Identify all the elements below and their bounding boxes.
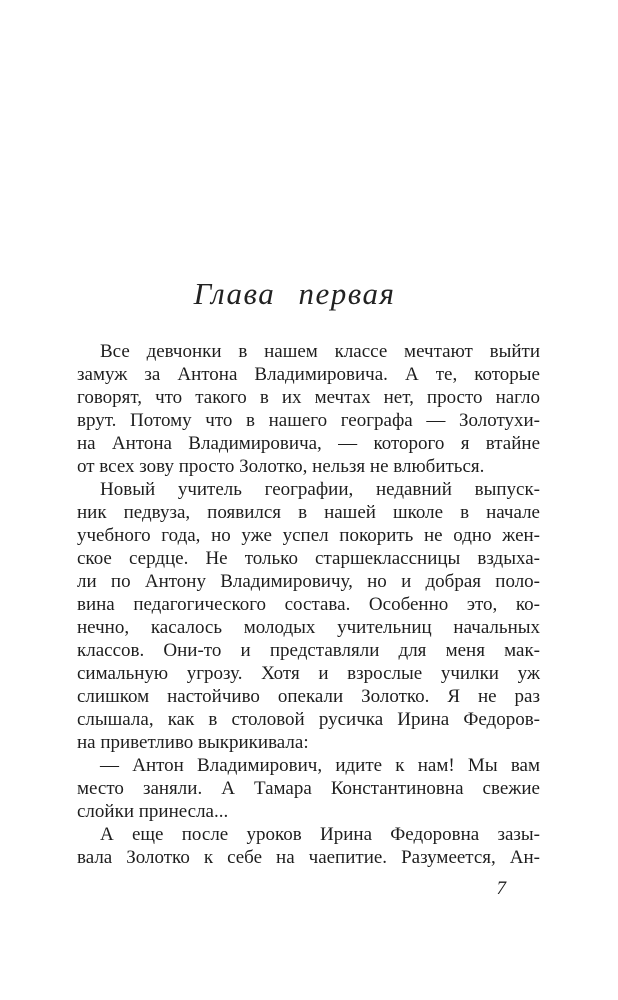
page-number: 7: [496, 878, 506, 899]
text-line: слышала, как в столовой русичка Ирина Федоров-: [77, 709, 540, 730]
text-line: ник педвуза, появился в нашей школе в начале: [77, 502, 540, 523]
text-line: А еще после уроков Ирина Федоровна зазы-: [100, 824, 540, 845]
text-line: симальную угрозу. Хотя и взрослые училки уж: [77, 663, 540, 684]
text-line: замуж за Антона Владимировича. А те, которые: [77, 364, 540, 385]
text-line: нечно, касалось молодых учительниц начальных: [77, 617, 540, 638]
body-text: [77, 340, 540, 869]
text-line: Новый учитель географии, недавний выпуск-: [100, 479, 540, 500]
text-line: врут. Потому что в нашего географа — Золотухи-: [77, 410, 540, 431]
text-line: говорят, что такого в их мечтах нет, просто нагло: [77, 387, 540, 408]
text-line: вала Золотко к себе на чаепитие. Разумеется, Ан-: [77, 847, 540, 868]
text-line: от всех зову просто Золотко, нельзя не влюбиться.: [77, 456, 485, 477]
text-line: классов. Они-то и представляли для меня мак-: [77, 640, 540, 661]
text-line: слойки принесла...: [77, 801, 229, 822]
paragraph: [77, 478, 540, 754]
text-line: ское сердце. Не только старшеклассницы вздыха-: [77, 548, 540, 569]
text-line: слишком настойчиво опекали Золотко. Я не раз: [77, 686, 540, 707]
text-line: — Антон Владимирович, идите к нам! Мы вам: [100, 755, 540, 776]
chapter-heading: Глава первая: [193, 276, 396, 311]
text-line: место заняли. А Тамара Константиновна свежие: [77, 778, 540, 799]
text-line: Все девчонки в нашем классе мечтают выйти: [100, 341, 540, 362]
text-line: учебного года, но уже успел покорить не одно жен-: [77, 525, 540, 546]
text-line: вина педагогического состава. Особенно это, ко-: [77, 594, 540, 615]
paragraph: [77, 823, 540, 869]
text-line: на Антона Владимировича, — которого я втайне: [77, 433, 540, 454]
text-line: ли по Антону Владимировичу, но и добрая поло-: [77, 571, 540, 592]
paragraph: [77, 754, 540, 823]
text-line: на приветливо выкрикивала:: [77, 732, 309, 753]
paragraph: [77, 340, 540, 478]
